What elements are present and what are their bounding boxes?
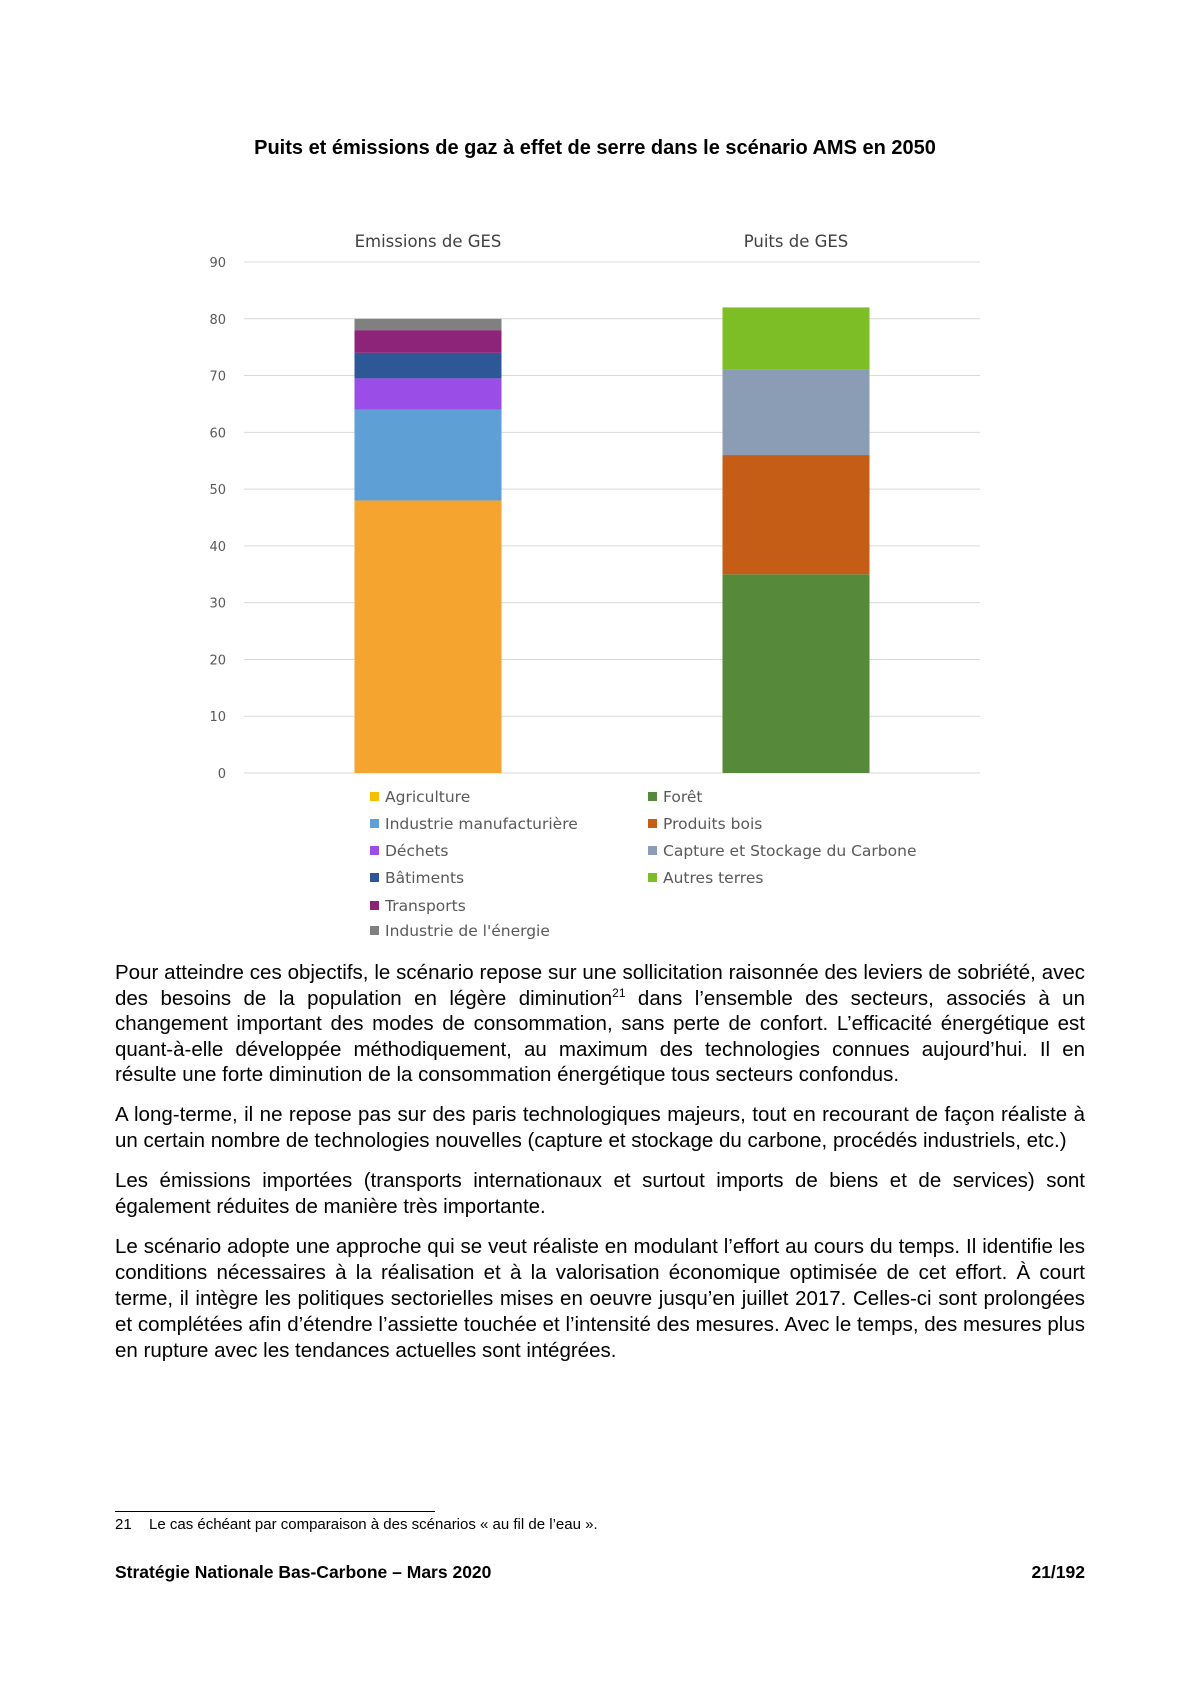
paragraph-1 [115, 960, 1085, 1088]
y-tick-label: 50 [209, 483, 226, 499]
y-tick-label: 10 [209, 710, 226, 726]
bar-segment [723, 574, 870, 773]
y-tick-label: 70 [209, 369, 226, 385]
y-tick-label: 80 [209, 312, 226, 328]
legend-swatch [370, 873, 379, 882]
y-tick-label: 90 [209, 256, 226, 271]
bar-segment [355, 353, 502, 379]
stacked-bar-chart [190, 225, 1010, 965]
footnote-separator [115, 1511, 435, 1512]
legend-swatch [370, 901, 379, 910]
y-tick-label: 30 [209, 596, 226, 612]
y-tick-label: 60 [209, 426, 226, 442]
legend-swatch [648, 819, 657, 828]
legend-label: Autres terres [663, 869, 764, 887]
legend-label: Transports [385, 897, 466, 915]
legend-label: Capture et Stockage du Carbone [663, 842, 917, 860]
bar-segment [355, 410, 502, 501]
category-label: Emissions de GES [354, 232, 502, 251]
footnote [115, 1516, 598, 1533]
bar-segment [355, 330, 502, 353]
bar-segment [355, 319, 502, 330]
footnote-number: 21 [115, 1516, 132, 1533]
paragraph-2: A long-terme, il ne repose pas sur des paris technologiques majeurs, tout en recourant de façon réaliste à un certain nombre de technologies nouvelles (capture et stockage du carbone, procédés industriels, etc.) [115, 1102, 1085, 1152]
legend-label: Agriculture [385, 788, 471, 806]
legend-label: Produits bois [663, 815, 763, 833]
legend-swatch [648, 873, 657, 882]
paragraph-1-text: Pour atteindre ces objectifs, le scénario repose sur une sollicitation raisonnée des leviers de sobriété, avec des besoins de la population en légère diminution [115, 961, 1085, 1010]
legend-label: Forêt [663, 788, 703, 806]
bar-segment [723, 455, 870, 574]
y-tick-label: 0 [217, 767, 226, 782]
paragraph-1-text-cont: dans l’ensemble des secteurs, associés à un changement important des modes de consommation, sans perte de confort. L’efficacité énergétique est quant-à-elle développée méthodiquement, au maximum des technologies connues aujourd’hui. Il en résulte une forte diminution de la consommation énergétique tous secteurs confondus. [115, 986, 1085, 1086]
footnote-text: Le cas échéant par comparaison à des scénarios « au fil de l’eau ». [149, 1516, 598, 1533]
legend-swatch [370, 926, 379, 935]
category-label: Puits de GES [743, 232, 849, 251]
bar-segment [355, 378, 502, 409]
legend-swatch [370, 846, 379, 855]
legend-swatch [648, 846, 657, 855]
legend-swatch [648, 792, 657, 801]
y-tick-label: 20 [209, 653, 226, 669]
bar-segment [723, 307, 870, 369]
legend-label: Industrie de l'énergie [385, 922, 550, 940]
paragraph-4: Le scénario adopte une approche qui se veut réaliste en modulant l’effort au cours du temps. Il identifie les conditions nécessaires à la réalisation et à la valorisation économique optimisée de cet effort. À court terme, il intègre les politiques sectorielles mises en oeuvre jusqu’en juillet 2017. Celles-ci sont prolongées et complétées afin d’étendre l’assiette touchée et l’intensité des mesures. Avec le temps, des mesures plus en rupture avec les tendances actuelles sont intégrées. [115, 1234, 1085, 1362]
legend-label: Déchets [385, 842, 449, 860]
bar-segment [355, 500, 502, 773]
legend-label: Industrie manufacturière [385, 815, 578, 833]
legend-swatch [370, 819, 379, 828]
y-tick-label: 40 [209, 539, 226, 555]
legend-swatch [370, 792, 379, 801]
legend-label: Bâtiments [385, 869, 465, 887]
bar-segment [723, 370, 870, 455]
paragraph-3: Les émissions importées (transports internationaux et surtout imports de biens et de services) sont également réduites de manière très importante. [115, 1168, 1085, 1218]
page-title: Puits et émissions de gaz à effet de serre dans le scénario AMS en 2050 [254, 137, 936, 159]
footer-title: Stratégie Nationale Bas-Carbone – Mars 2020 [115, 1562, 492, 1582]
footnote-ref[interactable]: 21 [612, 985, 626, 1000]
body-text [115, 960, 1085, 1378]
page-number: 21/192 [1031, 1562, 1085, 1582]
